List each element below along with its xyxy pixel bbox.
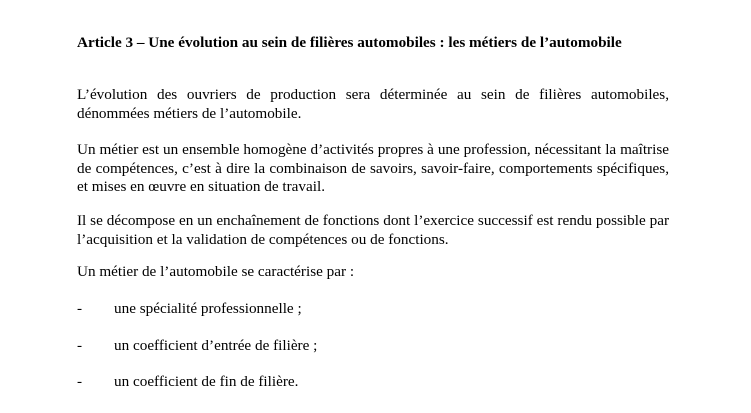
list-item-text: une spécialité professionnelle ; (114, 300, 302, 317)
paragraph-fonctions: Il se décompose en un enchaînement de fonctions dont l’exercice successif est rendu possible par l’acquisition et la validation de compétences ou de fonctions. (77, 212, 669, 248)
list-item-text: un coefficient de fin de filière. (114, 373, 299, 390)
list-item (77, 336, 677, 356)
paragraph-definition-metier: Un métier est un ensemble homogène d’activités propres à une profession, nécessitant la maîtrise de compétences, c’est à dire la combinaison de savoirs, savoir-faire, comportements spécifiques, et mises en œuvre en situation de travail. (77, 141, 669, 195)
bullet-dash: - (77, 337, 83, 354)
bullet-dash: - (77, 373, 83, 390)
list-item (77, 299, 677, 319)
list-item (77, 372, 677, 392)
paragraph-caracteristiques-intro: Un métier de l’automobile se caractérise par : (77, 263, 355, 280)
article-heading: Article 3 – Une évolution au sein de filières automobiles : les métiers de l’automobile (77, 34, 622, 51)
paragraph-evolution: L’évolution des ouvriers de production sera déterminée au sein de filières automobiles, dénommées métiers de l’automobile. (77, 86, 669, 122)
list-item-text: un coefficient d’entrée de filière ; (114, 337, 318, 354)
bullet-dash: - (77, 300, 83, 317)
